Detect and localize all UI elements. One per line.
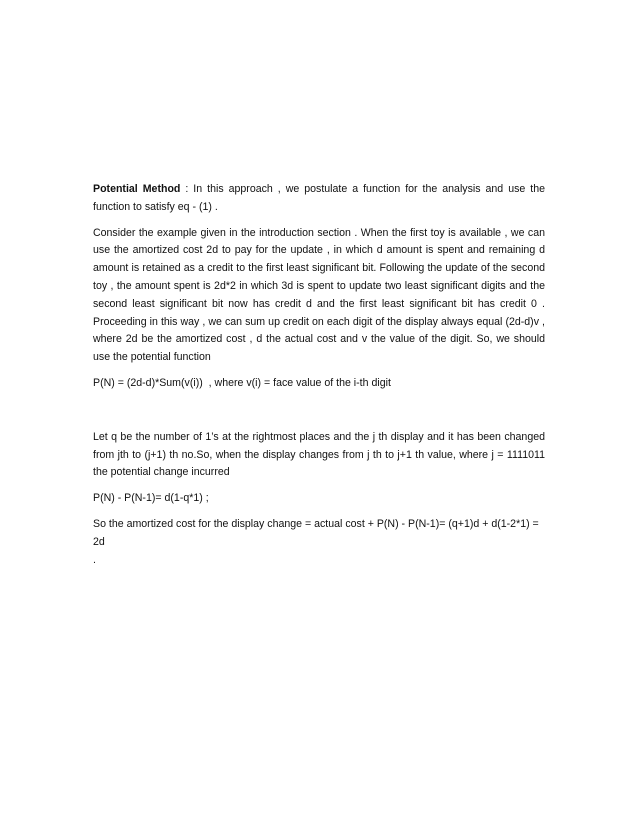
trailing-period: . <box>93 553 96 566</box>
document-body <box>93 181 545 569</box>
intro-paragraph <box>93 181 545 217</box>
intro-text: : In this approach , we postulate a function for the analysis and use the function to satisfy eq - (1) . <box>93 183 545 213</box>
section-heading: Potential Method <box>93 183 181 195</box>
change-paragraph: Let q be the number of 1’s at the rightmost places and the j th display and it has been changed from jth to (j+1) th no.So, when the display changes from j th to j+1 th value, where j = 1111011 the potential change incurred <box>93 430 545 479</box>
example-paragraph: Consider the example given in the introduction section . When the first toy is available , we can use the amortized cost 2d to pay for the update , in which d amount is spent and remaining d amount is retained as a credit to the first least significant bit. Following the update of the second toy , the amount spent is 2d*2 in which 3d is spent to update two least significant digits and the second least significant bit now has credit d and the first least significant bit has credit 0 . Proceeding in this way , we can sum up credit on each digit of the display always equal (2d-d)v , where 2d be the amortized cost , d the actual cost and v the value of the digit. So, we should use the potential function <box>93 226 545 364</box>
potential-change-line: P(N) - P(N-1)= d(1-q*1) ; <box>93 492 209 505</box>
amortized-cost-line: So the amortized cost for the display change = actual cost + P(N) - P(N-1)= (q+1)d + d(1-2*1) = 2d <box>93 517 539 548</box>
potential-function-line: P(N) = (2d-d)*Sum(v(i)) , where v(i) = face value of the i-th digit <box>93 376 391 389</box>
